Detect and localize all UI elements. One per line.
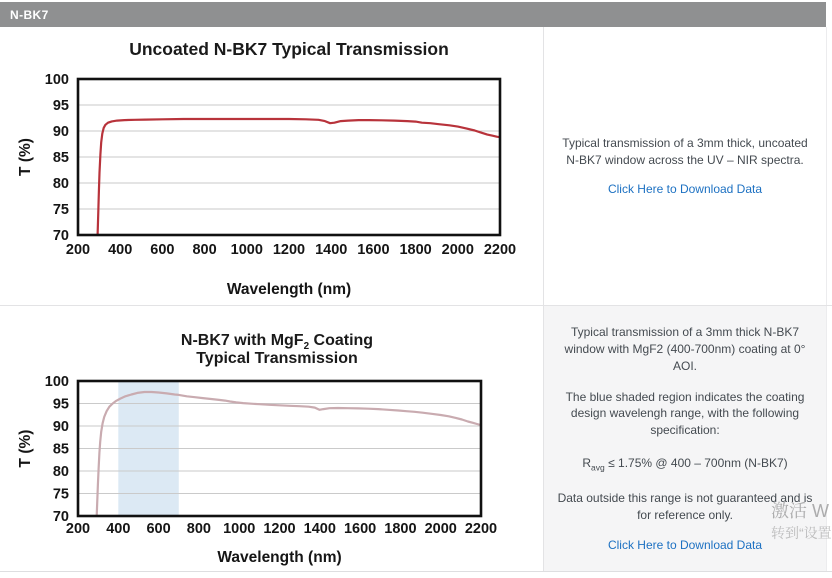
svg-text:80: 80 [52,176,69,192]
svg-text:1800: 1800 [399,242,432,258]
svg-text:1000: 1000 [230,242,263,258]
bottom-divider [0,571,832,572]
svg-text:N-BK7 with MgF2 Coating: N-BK7 with MgF$_2$ Coating [180,332,374,352]
uncoated-description-panel [544,27,826,305]
svg-text:1000: 1000 [223,521,256,537]
svg-text:600: 600 [150,242,175,258]
svg-text:70: 70 [52,509,69,525]
right-edge-border [826,27,827,571]
svg-text:70: 70 [52,228,69,244]
svg-text:1600: 1600 [343,521,377,537]
svg-text:75: 75 [52,486,69,503]
svg-text:75: 75 [52,202,69,218]
svg-text:1400: 1400 [303,521,336,537]
svg-text:Typical Transmission: Typical Transmission [196,350,358,367]
svg-text:80: 80 [52,464,69,480]
download-data-link-uncoated[interactable]: Click Here to Download Data [607,182,763,197]
uncoated-description-text: Typical transmission of a 3mm thick, uncoated N-BK7 window across the UV – NIR spectra. [562,135,808,167]
svg-text:400: 400 [108,242,133,258]
uncoated-transmission-chart [0,26,543,305]
svg-text:1200: 1200 [272,242,306,258]
svg-text:95: 95 [52,396,69,413]
svg-text:1400: 1400 [315,242,348,258]
svg-text:2000: 2000 [424,521,457,537]
svg-text:Wavelength (nm): Wavelength (nm) [217,549,342,566]
svg-text:800: 800 [192,242,217,258]
svg-text:Wavelength (nm): Wavelength (nm) [226,281,352,298]
svg-text:90: 90 [52,419,69,435]
svg-text:1600: 1600 [357,242,390,258]
coated-description-text: Typical transmission of a 3mm thick N-BK7 window with MgF2 (400-700nm) coating at 0° AOI. [564,325,806,373]
svg-text:200: 200 [65,242,91,258]
svg-text:100: 100 [44,374,69,390]
svg-text:90: 90 [52,124,69,140]
svg-text:200: 200 [65,521,91,537]
windows-activation-watermark-line1: 激活 W [771,501,829,521]
svg-text:T (%): T (%) [17,138,34,176]
tab-label: N-BK7 [10,7,49,22]
reference-only-note: Data outside this range is not guaranteed and is for reference only. [557,491,813,523]
svg-text:2200: 2200 [483,242,517,258]
svg-text:600: 600 [146,521,171,537]
svg-text:2000: 2000 [441,242,474,258]
svg-text:95: 95 [52,98,69,114]
svg-text:85: 85 [52,441,69,458]
coating-spec: $R_{avg} \le 1.75\%$ @ 400 – 700nm (N-BK7) [582,456,788,473]
svg-text:1800: 1800 [384,521,417,537]
svg-text:85: 85 [52,150,69,166]
svg-text:400: 400 [106,521,131,537]
coated-description-panel [544,306,826,571]
svg-text:1200: 1200 [263,521,296,537]
download-data-link-coated[interactable]: Click Here to Download Data [607,537,763,552]
windows-activation-watermark-line2: 转到“设置 [771,525,832,541]
svg-text:800: 800 [186,521,212,537]
tab-nbk7[interactable] [0,2,826,27]
shaded-region-note: The blue shaded region indicates the coating design wavelengh range, with the following specification: [565,389,805,438]
svg-text:Uncoated N-BK7 Typical Transmi: Uncoated N-BK7 Typical Transmission [129,39,449,59]
svg-text:T (%): T (%) [17,429,34,468]
svg-text:100: 100 [44,72,69,88]
svg-text:2200: 2200 [464,521,498,537]
mgf2-coated-transmission-chart [0,305,543,571]
